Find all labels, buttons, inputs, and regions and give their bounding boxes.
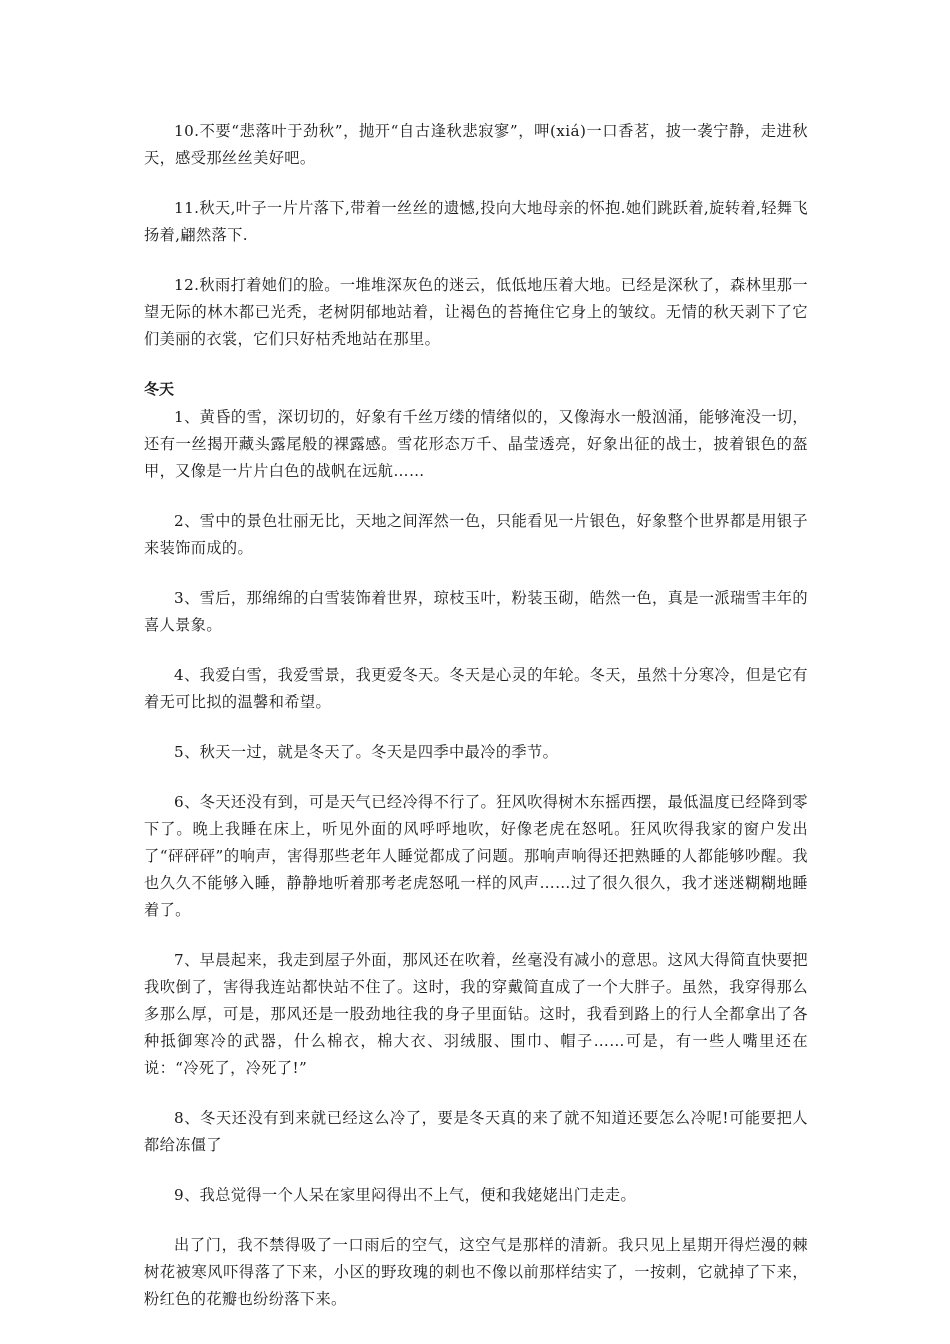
winter-paragraph-4: 4、我爱白雪，我爱雪景，我更爱冬天。冬天是心灵的年轮。冬天，虽然十分寒冷，但是它有着无可比拟的温馨和希望。 xyxy=(144,666,808,711)
winter-heading: 冬天 xyxy=(144,380,175,398)
winter-paragraph-6: 6、冬天还没有到，可是天气已经冷得不行了。狂风吹得树木东摇西摆，最低温度已经降到零下了。晚上我睡在床上，听见外面的风呼呼地吹，好像老虎在怒吼。狂风吹得我家的窗户发出了“砰砰砰”的响声，害得那些老年人睡觉都成了问题。那响声响得还把熟睡的人都能够吵醒。我也久久不能够入睡，静静地听着那考老虎怒吼一样的风声……过了很久很久，我才迷迷糊糊地睡着了。 xyxy=(144,793,808,919)
winter-paragraph-5: 5、秋天一过，就是冬天了。冬天是四季中最冷的季节。 xyxy=(174,743,559,761)
autumn-paragraph-10: 10.不要“悲落叶于劲秋”，抛开“自古逢秋悲寂寥”，呷(xiá)一口香茗，披一袭宁静，走进秋天，感受那丝丝美好吧。 xyxy=(144,122,808,167)
winter-paragraph-8: 8、冬天还没有到来就已经这么冷了，要是冬天真的来了就不知道还要怎么冷呢!可能要把人都给冻僵了 xyxy=(144,1109,808,1154)
winter-paragraph-2: 2、雪中的景色壮丽无比，天地之间浑然一色，只能看见一片银色，好象整个世界都是用银子来装饰而成的。 xyxy=(144,512,808,557)
autumn-paragraph-11: 11.秋天,叶子一片片落下,带着一丝丝的遗憾,投向大地母亲的怀抱.她们跳跃着,旋转着,轻舞飞扬着,翩然落下. xyxy=(144,199,808,244)
winter-paragraph-10: 出了门，我不禁得吸了一口雨后的空气，这空气是那样的清新。我只见上星期开得烂漫的棘树花被寒风吓得落了下来，小区的野玫瑰的刺也不像以前那样结实了，一按刺，它就掉了下来，粉红色的花瓣也纷纷落下来。 xyxy=(144,1236,808,1308)
winter-paragraph-9: 9、我总觉得一个人呆在家里闷得出不上气，便和我姥姥出门走走。 xyxy=(174,1186,637,1204)
winter-paragraph-7: 7、早晨起来，我走到屋子外面，那风还在吹着，丝毫没有减小的意思。这风大得简直快要把我吹倒了，害得我连站都快站不住了。这时，我的穿戴简直成了一个大胖子。虽然，我穿得那么多那么厚，可是，那风还是一股劲地往我的身子里面钻。这时，我看到路上的行人全都拿出了各种抵御寒冷的武器，什么棉衣，棉大衣、羽绒服、围巾、帽子……可是，有一些人嘴里还在说：“冷死了，冷死了!” xyxy=(144,951,808,1077)
winter-paragraph-1: 1、黄昏的雪，深切切的，好象有千丝万缕的情绪似的，又像海水一般汹涌，能够淹没一切，还有一丝揭开藏头露尾般的裸露感。雪花形态万千、晶莹透亮，好象出征的战士，披着银色的盔甲，又像是一片片白色的战帆在远航…… xyxy=(144,408,808,480)
document-page xyxy=(144,118,808,1336)
winter-paragraph-3: 3、雪后，那绵绵的白雪装饰着世界，琼枝玉叶，粉装玉砌，皓然一色，真是一派瑞雪丰年的喜人景象。 xyxy=(144,589,808,634)
autumn-paragraph-12: 12.秋雨打着她们的脸。一堆堆深灰色的迷云，低低地压着大地。已经是深秋了，森林里那一望无际的林木都已光秃，老树阴郁地站着，让褐色的苔掩住它身上的皱纹。无情的秋天剥下了它们美丽的衣裳，它们只好枯秃地站在那里。 xyxy=(144,276,808,348)
